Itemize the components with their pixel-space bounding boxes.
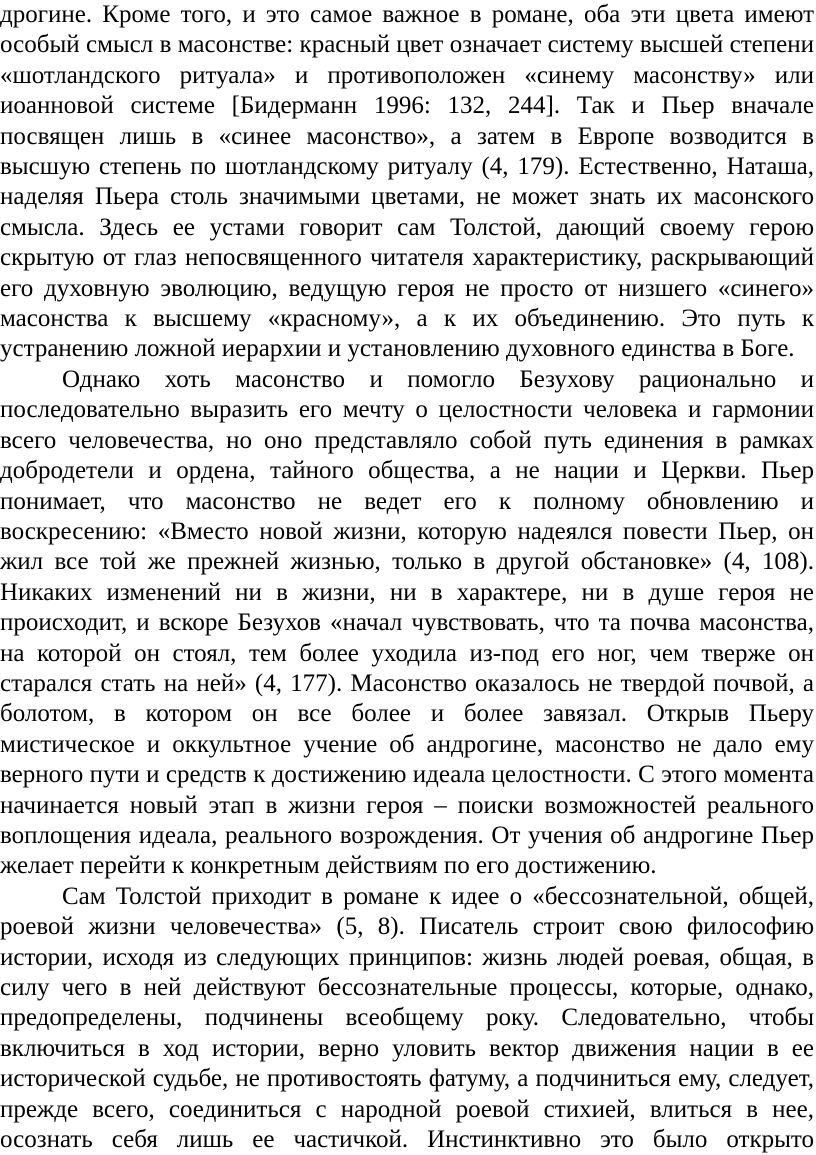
paragraph-1: дрогине. Кроме того, и это самое важное в романе, оба эти цвета имеют особый смысл в масонстве: красный цвет означает систему высшей степени «шотландского ритуала» и противоположен «синему масонству» или иоанновой системе [Бидерманн 1996: 132, 244]. Так и Пьер вначале посвящен лишь в «синее масонство», а затем в Европе возводится в высшую степень по шотландскому ритуалу (4, 179). Естественно, Наташа, наделяя Пьера столь значимыми цветами, не может знать их масонского смысла. Здесь ее устами говорит сам Толстой, дающий своему герою скрытую от глаз непосвященного читателя характеристику, раскрывающий его духовную эволюцию, ведущую героя не просто от низшего «синего» масонства к высшему «красному», а к их объединению. Это путь к устранению ложной иерархии и установлению духовного единства в Боге. (0, 1, 814, 363)
paragraph-2: Однако хоть масонство и помогло Безухову рационально и последовательно выразить его мечту о целостности человека и гармонии всего человечества, но оно представляло собой путь единения в рамках добродетели и ордена, тайного общества, а не нации и Церкви. Пьер понимает, что масонство не ведет его к полному обновлению и воскресению: «Вместо новой жизни, которую надеялся повести Пьер, он жил все той же прежней жизнью, только в другой обстановке» (4, 108). Никаких изменений ни в жизни, ни в характере, ни в душе героя не происходит, и вскоре Безухов «начал чувствовать, что та почва масонства, на которой он стоял, тем более уходила из-под его ног, чем тверже он старался стать на ней» (4, 177). Масонство оказалось не твердой почвой, а болотом, в котором он все более и более завязал. Открыв Пьеру мистическое и оккультное учение об андрогине, масонство не дало ему верного пути и средств к достижению идеала целостности. С этого момента начинается новый этап в жизни героя – поиски возможностей реального воплощения идеала, реального возрождения. От учения об андрогине Пьер желает перейти к конкретным действиям по его достижению. (0, 365, 814, 880)
paragraph-3: Сам Толстой приходит в романе к идее о «бессознательной, общей, роевой жизни человечества» (5, 8). Писатель строит свою философию истории, исходя из следующих принципов: жизнь людей роевая, общая, в силу чего в ней действуют бессознательные процессы, которые, однако, предопределены, подчинены всеобщему року. Следовательно, чтобы включиться в ход истории, верно уловить вектор движения нации в ее исторической судьбе, не противостоять фатуму, а подчиниться ему, следует, прежде всего, соединиться с народной роевой стихией, влиться в нее, осознать себя лишь ее частичкой. Инстинктивно это было открыто (0, 882, 814, 1154)
